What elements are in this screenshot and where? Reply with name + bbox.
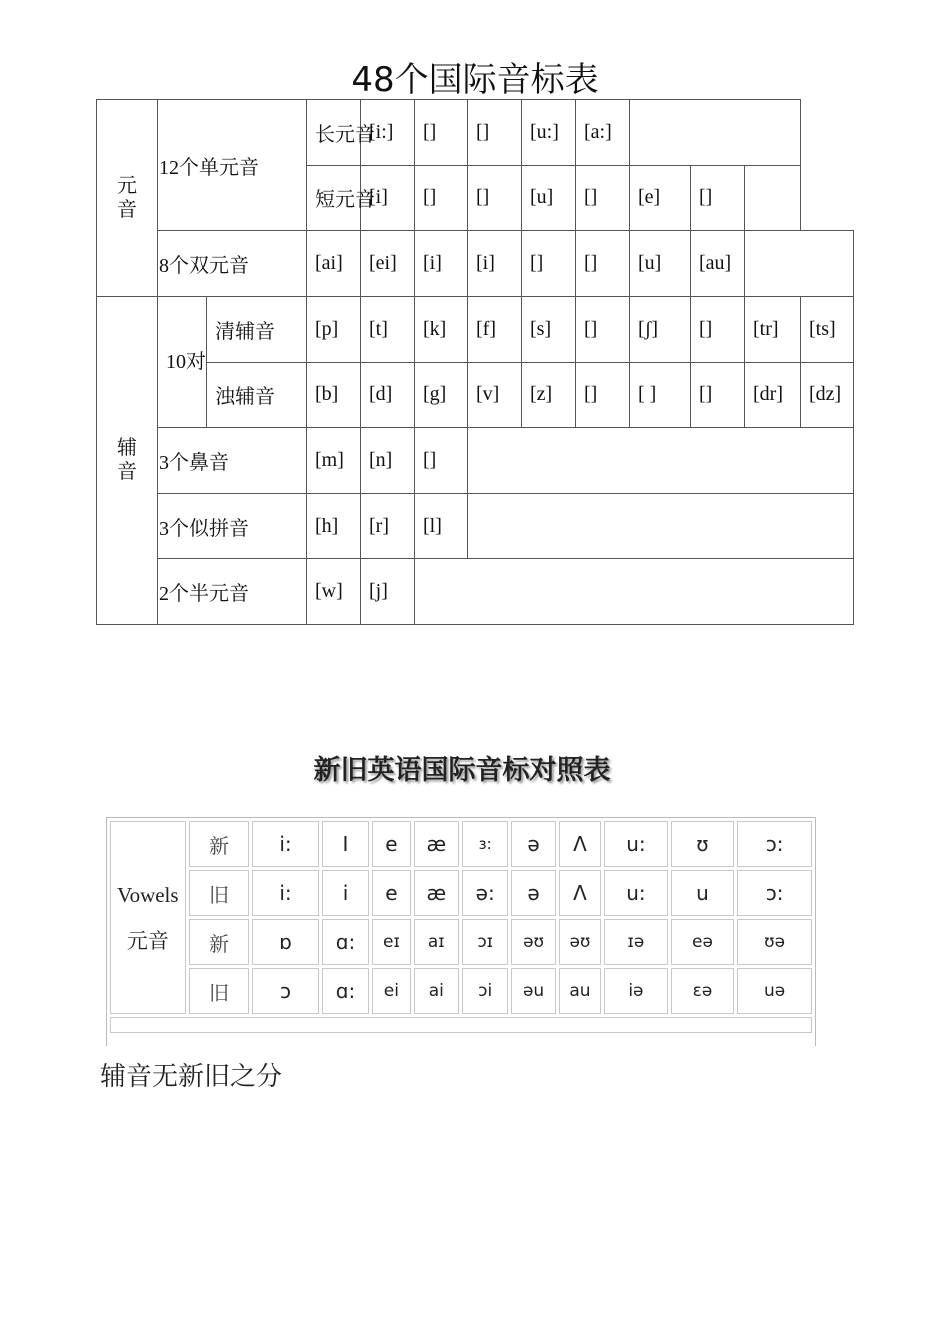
symbol-cell: [h] — [307, 493, 361, 559]
symbol-cell: Λ — [559, 821, 601, 867]
symbol-cell: eɪ — [372, 919, 410, 965]
symbol-cell: [] — [691, 362, 745, 428]
vowels-side-label: Vowels 元音 — [110, 821, 186, 1014]
row1-old — [110, 870, 812, 916]
symbol-cell: [] — [576, 362, 630, 428]
symbol-cell: [k] — [415, 296, 468, 362]
empty-cell — [745, 165, 801, 231]
symbol-cell: [ts] — [801, 296, 854, 362]
symbol-cell: ɔ — [252, 968, 319, 1014]
row1-new — [110, 821, 812, 867]
voiceless-row — [97, 296, 854, 362]
pairs-label: 10对 — [158, 296, 207, 427]
symbol-cell: ɔ: — [737, 870, 812, 916]
symbol-cell: [g] — [415, 362, 468, 428]
phonetic-chart — [96, 99, 854, 625]
symbol-cell: uə — [737, 968, 812, 1014]
consonants-category: 辅音 — [97, 296, 158, 624]
symbol-cell: e — [372, 870, 410, 916]
symbol-cell: Λ — [559, 870, 601, 916]
row2-new — [110, 919, 812, 965]
symbol-cell: [] — [415, 428, 468, 494]
symbol-cell: [ai] — [307, 231, 361, 297]
nasals-label: 3个鼻音 — [158, 428, 307, 494]
symbol-cell: [ʃ] — [630, 296, 691, 362]
symbol-cell: u: — [604, 870, 668, 916]
symbol-cell: əu — [511, 968, 555, 1014]
symbol-cell: [p] — [307, 296, 361, 362]
symbol-cell: I — [322, 821, 369, 867]
symbol-cell: aɪ — [414, 919, 459, 965]
symbol-cell: [b] — [307, 362, 361, 428]
symbol-cell: [e] — [630, 165, 691, 231]
symbol-cell: [s] — [522, 296, 576, 362]
symbol-cell: eə — [671, 919, 735, 965]
symbol-cell: [] — [576, 231, 630, 297]
symbol-cell: e — [372, 821, 410, 867]
symbol-cell: ə: — [462, 870, 508, 916]
symbol-cell: [i] — [361, 165, 415, 231]
semivowel-row — [97, 559, 854, 625]
semivowels-label: 2个半元音 — [158, 559, 307, 625]
new-label: 新 — [189, 919, 250, 965]
symbol-cell: [] — [415, 100, 468, 166]
voiced-label: 浊辅音 — [207, 362, 307, 428]
nasal-row — [97, 428, 854, 494]
symbol-cell: [tr] — [745, 296, 801, 362]
symbol-cell: [u:] — [522, 100, 576, 166]
symbol-cell: i: — [252, 821, 319, 867]
symbol-cell: [z] — [522, 362, 576, 428]
symbol-cell: iə — [604, 968, 668, 1014]
old-label: 旧 — [189, 870, 250, 916]
monophthongs-label: 12个单元音 — [158, 100, 307, 231]
symbol-cell: [i] — [415, 231, 468, 297]
diphthongs-label: 8个双元音 — [158, 231, 307, 297]
consonant-note: 辅音无新旧之分 — [100, 1062, 283, 1092]
symbol-cell: ə — [511, 821, 555, 867]
voiceless-label: 清辅音 — [207, 296, 307, 362]
symbol-cell: [r] — [361, 493, 415, 559]
vowels-category: 元音 — [97, 100, 158, 297]
empty-cell — [630, 100, 801, 166]
symbol-cell: i: — [252, 870, 319, 916]
symbol-cell: [u] — [522, 165, 576, 231]
symbol-cell: ɑ: — [322, 919, 369, 965]
symbol-cell: [i] — [468, 231, 522, 297]
symbol-cell: [ei] — [361, 231, 415, 297]
symbol-cell: ei — [372, 968, 410, 1014]
symbol-cell: [] — [576, 165, 630, 231]
comparison-table — [107, 818, 815, 1036]
symbol-cell: [m] — [307, 428, 361, 494]
symbol-cell: [] — [468, 100, 522, 166]
row2-old — [110, 968, 812, 1014]
symbol-cell: ɑ: — [322, 968, 369, 1014]
symbol-cell: [i:] — [361, 100, 415, 166]
symbol-cell: ɪə — [604, 919, 668, 965]
new-label: 新 — [189, 821, 250, 867]
symbol-cell: [dr] — [745, 362, 801, 428]
symbol-cell: i — [322, 870, 369, 916]
empty-cell — [415, 559, 854, 625]
symbol-cell: [v] — [468, 362, 522, 428]
long-vowel-row — [97, 100, 854, 166]
symbol-cell: [u] — [630, 231, 691, 297]
symbol-cell: u — [671, 870, 735, 916]
empty-cell — [468, 428, 854, 494]
symbol-cell: [] — [576, 296, 630, 362]
comparison-title: 新旧英语国际音标对照表 — [313, 755, 611, 786]
symbol-cell: ɜ: — [462, 821, 508, 867]
symbol-cell: [] — [691, 296, 745, 362]
symbol-cell: əʊ — [511, 919, 555, 965]
symbol-cell: æ — [414, 821, 459, 867]
voiced-row — [97, 362, 854, 428]
symbol-cell: [ ] — [630, 362, 691, 428]
symbol-cell: [f] — [468, 296, 522, 362]
long-vowels-label: 长元音 — [307, 100, 361, 166]
symbol-cell: ai — [414, 968, 459, 1014]
cropped-row — [110, 1017, 812, 1033]
symbol-cell: [] — [522, 231, 576, 297]
symbol-cell: [d] — [361, 362, 415, 428]
short-vowels-label: 短元音 — [307, 165, 361, 231]
symbol-cell: ɒ — [252, 919, 319, 965]
symbol-cell: [w] — [307, 559, 361, 625]
comparison-image — [106, 817, 816, 1046]
symbol-cell: [au] — [691, 231, 745, 297]
empty-cell — [468, 493, 854, 559]
symbol-cell: ɔ: — [737, 821, 812, 867]
symbol-cell: æ — [414, 870, 459, 916]
liquids-label: 3个似拼音 — [158, 493, 307, 559]
page-title: 48个国际音标表 — [351, 60, 599, 100]
cropped-cell — [110, 1017, 812, 1033]
symbol-cell: [dz] — [801, 362, 854, 428]
symbol-cell: ɔi — [462, 968, 508, 1014]
symbol-cell: əʊ — [559, 919, 601, 965]
symbol-cell: [l] — [415, 493, 468, 559]
old-label: 旧 — [189, 968, 250, 1014]
liquid-row — [97, 493, 854, 559]
empty-cell — [745, 231, 854, 297]
diphthong-row — [97, 231, 854, 297]
symbol-cell: ʊə — [737, 919, 812, 965]
symbol-cell: [a:] — [576, 100, 630, 166]
symbol-cell: u: — [604, 821, 668, 867]
symbol-cell: [j] — [361, 559, 415, 625]
symbol-cell: ɔɪ — [462, 919, 508, 965]
symbol-cell: ɛə — [671, 968, 735, 1014]
symbol-cell: ʊ — [671, 821, 735, 867]
symbol-cell: au — [559, 968, 601, 1014]
symbol-cell: [] — [468, 165, 522, 231]
symbol-cell: [n] — [361, 428, 415, 494]
symbol-cell: [] — [415, 165, 468, 231]
symbol-cell: [t] — [361, 296, 415, 362]
symbol-cell: ə — [511, 870, 555, 916]
symbol-cell: [] — [691, 165, 745, 231]
